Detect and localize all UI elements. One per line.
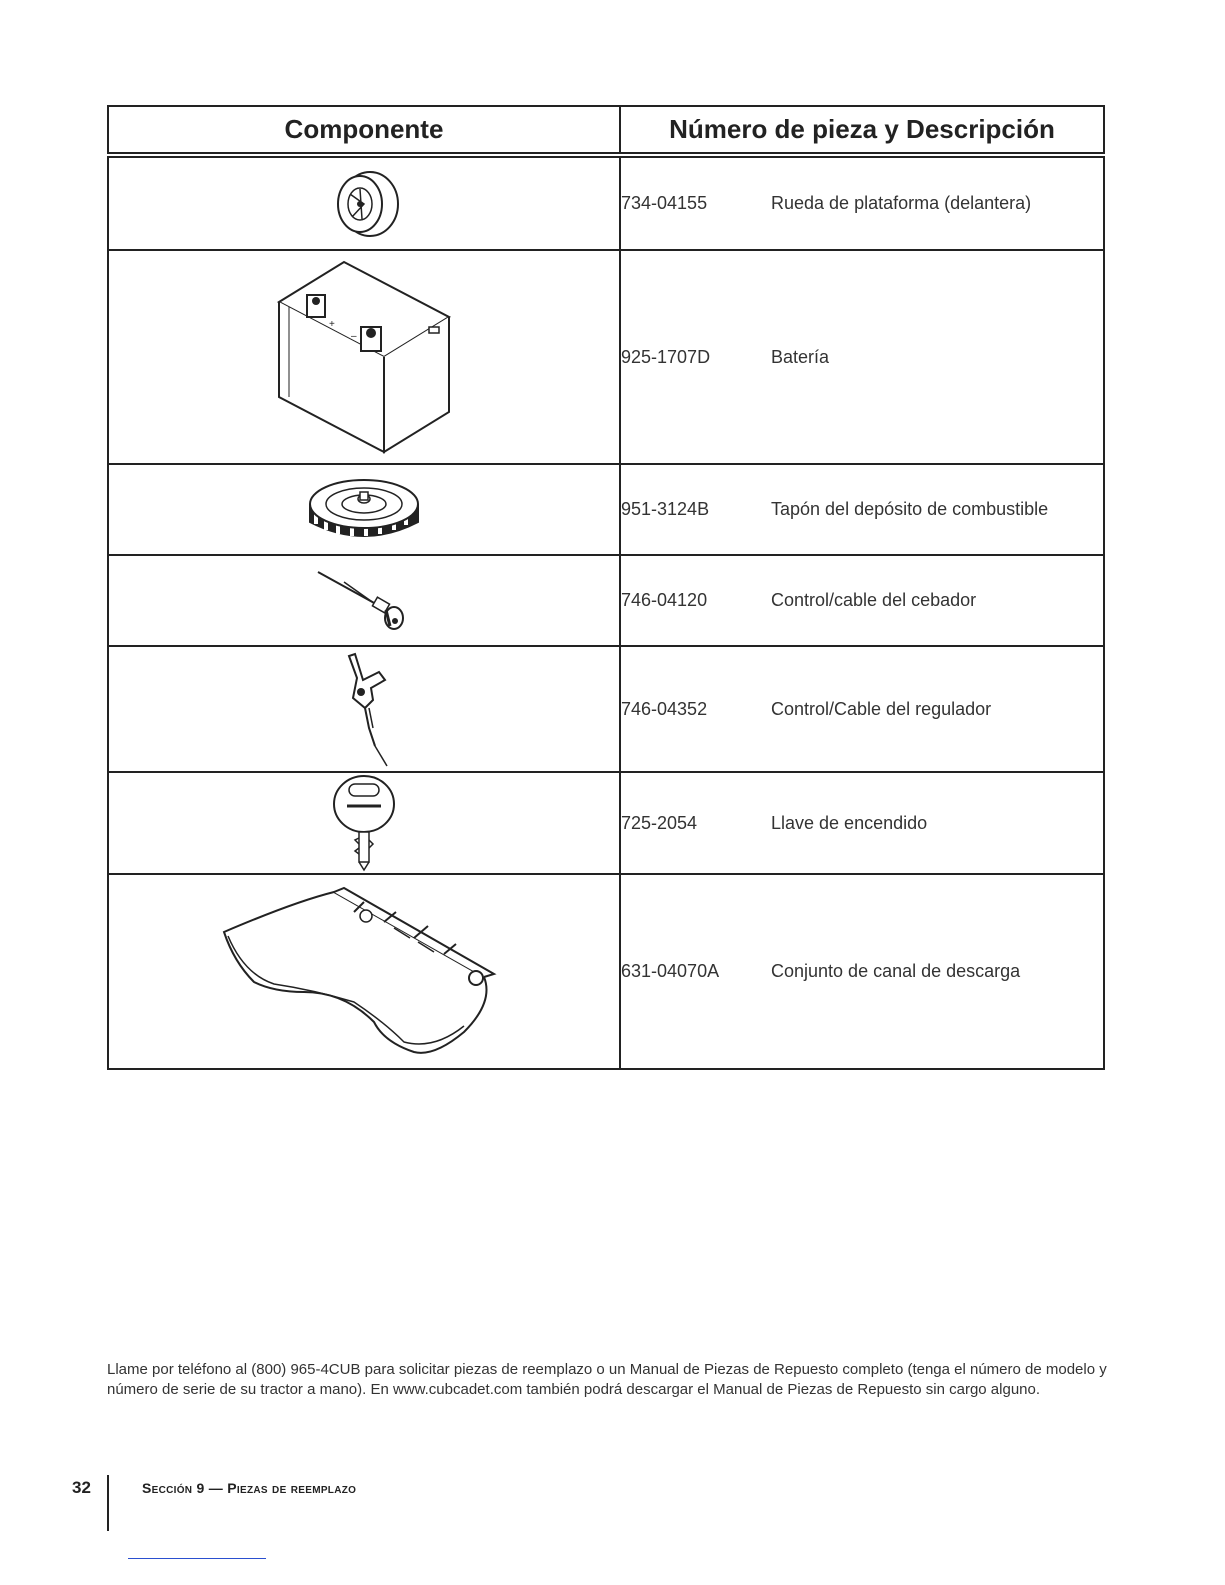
- component-cell: [108, 555, 620, 646]
- component-cell: [108, 646, 620, 772]
- part-number: 925-1707D: [621, 346, 711, 367]
- part-number: 631-04070A: [621, 961, 720, 981]
- part-number: 725-2054: [621, 812, 698, 833]
- part-description: Llave de encendido: [771, 812, 928, 833]
- battery-icon: [269, 257, 459, 457]
- footer-note: Llame por teléfono al (800) 965-4CUB para solicitar piezas de reemplazo o un Manual de Piezas de Repuesto completo (tenga el número de modelo y número de serie de su tractor a mano). En www.cubcadet.com también podrá descargar el Manual de Piezas de Repuesto sin cargo alguno.: [107, 1361, 1107, 1398]
- component-cell: [108, 155, 620, 250]
- page-number: 32: [72, 1478, 91, 1497]
- part-cell: [620, 250, 1104, 464]
- table-header-row: [108, 106, 1104, 155]
- link-underline: [128, 1558, 266, 1559]
- part-cell: [620, 555, 1104, 646]
- part-number: 734-04155: [621, 193, 708, 213]
- part-number: 746-04120: [621, 590, 708, 610]
- part-number: 951-3124B: [621, 499, 710, 519]
- part-cell: [620, 874, 1104, 1069]
- table-row: [108, 250, 1104, 464]
- component-cell: [108, 464, 620, 555]
- part-description: Tapón del depósito de combustible: [771, 499, 1049, 519]
- choke-cable-icon: [314, 566, 414, 636]
- table-row: [108, 772, 1104, 874]
- table-row: [108, 646, 1104, 772]
- part-description: Conjunto de canal de descarga: [771, 961, 1021, 981]
- header-part-description: Número de pieza y Descripción: [620, 106, 1104, 155]
- part-description: Control/Cable del regulador: [771, 698, 992, 719]
- parts-table: [107, 105, 1105, 1070]
- discharge-chute-icon: [214, 882, 514, 1062]
- ignition-key-icon: [329, 774, 399, 872]
- svg-text:–: –: [351, 331, 357, 342]
- throttle-cable-icon: [329, 650, 399, 768]
- part-description: Rueda de plataforma (delantera): [771, 193, 1032, 213]
- table-row: [108, 464, 1104, 555]
- component-cell: [108, 772, 620, 874]
- table-row: [108, 874, 1104, 1069]
- component-cell: [108, 250, 620, 464]
- part-cell: [620, 646, 1104, 772]
- part-cell: [620, 464, 1104, 555]
- table-row: [108, 155, 1104, 250]
- page-divider: [107, 1475, 109, 1531]
- table-row: [108, 555, 1104, 646]
- header-component: Componente: [108, 106, 620, 155]
- section-title: Sección 9 — Piezas de reemplazo: [142, 1480, 357, 1496]
- part-description: Batería: [771, 346, 830, 367]
- part-number: 746-04352: [621, 698, 708, 719]
- deck-wheel-icon: [324, 169, 404, 239]
- part-description: Control/cable del cebador: [771, 590, 977, 610]
- part-cell: [620, 772, 1104, 874]
- part-cell: [620, 155, 1104, 250]
- fuel-cap-icon: [304, 472, 424, 548]
- svg-text:+: +: [329, 319, 335, 330]
- component-cell: [108, 874, 620, 1069]
